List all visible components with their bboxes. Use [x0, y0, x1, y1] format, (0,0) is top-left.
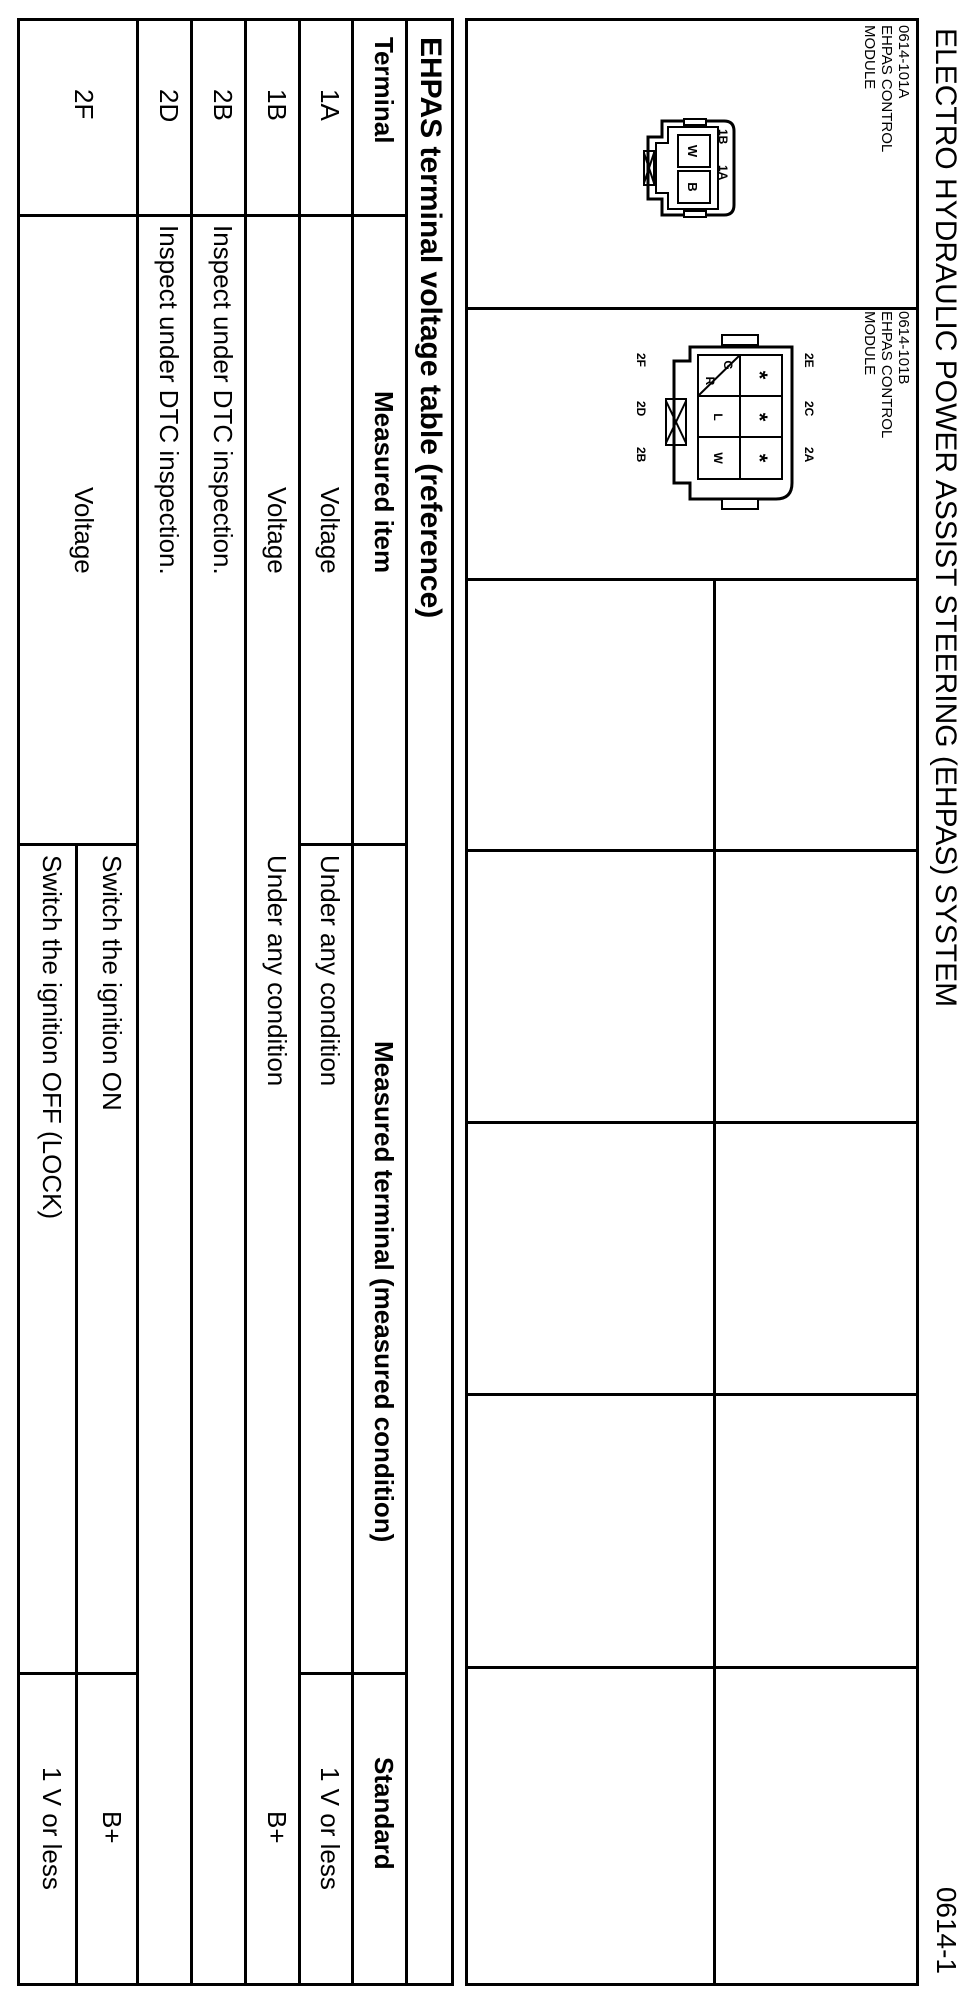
grid-divider: [468, 578, 916, 581]
row-2f-condition-off: Switch the ignition OFF (LOCK): [37, 855, 67, 1220]
cavity-2b: W: [711, 452, 725, 464]
table-rule: [301, 1672, 408, 1675]
row-1a-standard: 1 V or less: [315, 1767, 345, 1890]
row-1a-terminal: 1A: [315, 89, 345, 121]
page-number: 0614-1: [931, 1886, 962, 1974]
connector-b-label: 0614-101B EHPAS CONTROL MODULE: [861, 311, 912, 439]
connector-a-label: 0614-101A EHPAS CONTROL MODULE: [861, 25, 912, 153]
voltage-table: [17, 18, 454, 1986]
connector-grid: [465, 18, 919, 1986]
table-rule: [298, 21, 301, 1983]
table-rule: [405, 21, 408, 1983]
pin-2c: 2C: [802, 401, 816, 417]
pin-2b: 2B: [634, 447, 648, 463]
connector-b-face-icon: [662, 333, 798, 511]
pin-2a: 2A: [802, 447, 816, 463]
pin-1b: 1B: [716, 129, 730, 145]
row-1b-standard: B+: [262, 1811, 292, 1844]
row-1b-terminal: 1B: [262, 89, 292, 121]
table-rule: [75, 843, 78, 1983]
header-terminal: Terminal: [369, 37, 399, 144]
header-standard: Standard: [369, 1757, 399, 1870]
grid-divider: [468, 1393, 916, 1396]
row-2d-item: Inspect under DTC inspection.: [154, 225, 184, 575]
header-measured-item: Measured item: [369, 391, 399, 574]
row-1b-item: Voltage: [262, 487, 292, 574]
pin-1a: 1A: [716, 165, 730, 181]
page-title: ELECTRO HYDRAULIC POWER ASSIST STEERING (EHPAS) SYSTEM: [929, 28, 962, 1008]
cavity-b: B: [685, 182, 700, 192]
table-rule: [136, 21, 139, 1983]
table-rule: [20, 843, 139, 846]
row-2f-standard-on: B+: [97, 1811, 127, 1844]
row-2f-terminal: 2F: [69, 89, 99, 120]
cavity-2f-r: R: [703, 376, 717, 386]
cavity-2c: *: [747, 412, 772, 422]
cavity-2d: L: [711, 413, 725, 421]
grid-divider: [468, 1121, 916, 1124]
row-1b-condition: Under any condition: [262, 855, 292, 1087]
table-rule: [301, 843, 408, 846]
table-rule: [20, 1672, 139, 1675]
cavity-w: W: [685, 144, 700, 158]
row-1a-condition: Under any condition: [315, 855, 345, 1087]
row-2b-item: Inspect under DTC inspection.: [208, 225, 238, 575]
row-1a-item: Voltage: [315, 487, 345, 574]
row-2f-condition-on: Switch the ignition ON: [97, 855, 127, 1111]
row-2d-terminal: 2D: [154, 89, 184, 123]
grid-divider: [468, 307, 916, 310]
voltage-table-title: EHPAS terminal voltage table (reference): [414, 37, 447, 619]
table-rule: [351, 21, 354, 1983]
header-measured-terminal: Measured terminal (measured condition): [369, 1041, 399, 1543]
table-rule: [20, 214, 408, 217]
table-rule: [244, 21, 247, 1983]
row-2f-standard-off: 1 V or less: [37, 1767, 67, 1890]
pin-2e: 2E: [802, 353, 816, 368]
pin-2f: 2F: [634, 353, 648, 368]
cavity-2e: *: [747, 370, 772, 380]
grid-divider: [468, 1666, 916, 1669]
grid-divider: [468, 849, 916, 852]
grid-divider: [713, 578, 716, 1983]
cavity-2a: *: [747, 453, 772, 463]
row-2f-item: Voltage: [69, 487, 99, 574]
cavity-2f-g: G: [721, 360, 735, 370]
pin-2d: 2D: [634, 401, 648, 417]
table-rule: [190, 21, 193, 1983]
row-2b-terminal: 2B: [208, 89, 238, 121]
